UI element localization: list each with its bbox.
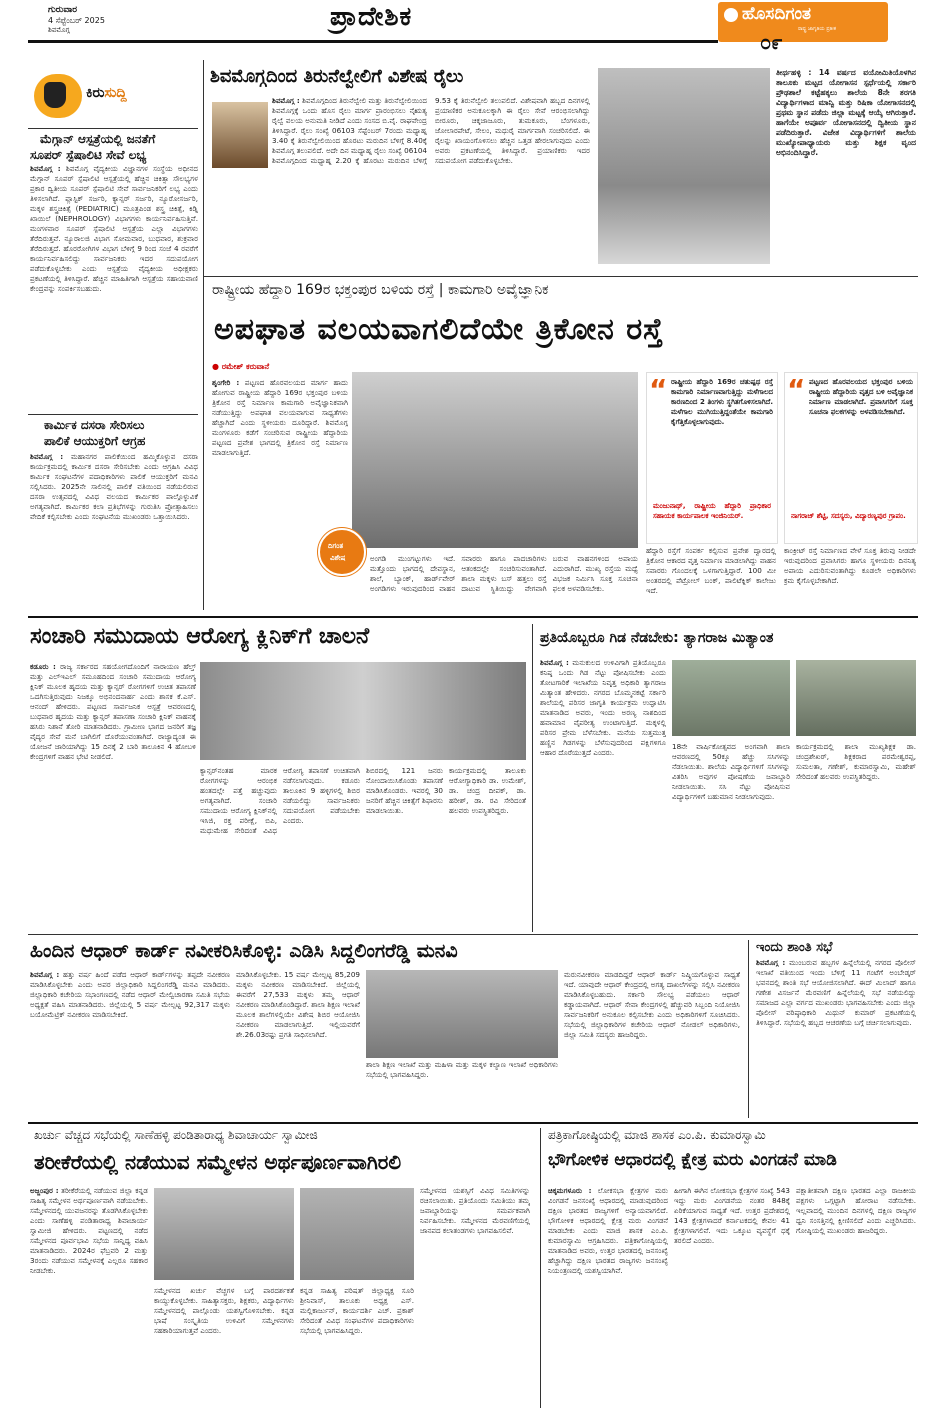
triangle-dateline: ಶೃಂಗೇರಿ : <box>212 378 240 387</box>
kumaraswamy-body-3 <box>796 1186 916 1408</box>
kirusuddi-text: ಶಿವಮೊಗ್ಗ ವೈದ್ಯಕೀಯ ವಿಜ್ಞಾನಗಳ ಸಂಸ್ಥೆಯ ಅಧೀನದ ಮೆಗ್ಗಾನ್ ಸೂಪರ್ ಸ್ಪೆಷಾಲಿಟಿ ಆಸ್ಪತ್ರೆಯಲ್ಲಿ ಹೆಚ್ಚಿನ ಚಿಕಿತ್ಸಾ ಸೌಲಭ್ಯಗಳ ಪ್ರಕಾರ ದ್ವಿತೀಯ ಸೂಪರ್ ಸ್ಪೆಷಾಲಿಟಿ ಸೇವೆ ಸಾರ್ವಜನಿಕರಿಗೆ ಲಭ್ಯ ಎಂದು ತಿಳಿಸಲಾಗಿದೆ. ಪ್ಲಾಸ್ಟಿಕ್ ಸರ್ಜರಿ, ಕ್ಯಾನ್ಸರ್ ಸರ್ಜರಿ, ನ್ಯೂರೋಸರ್ಜರಿ, ಮಕ್ಕಳ ಶಸ್ತ್ರಚಿಕಿತ್ಸೆ (PEDIATRIC) ಮೂತ್ರಪಿಂಡ ಶಸ್ತ್ರ ಚಿಕಿತ್ಸೆ, ಕಿಡ್ನಿ ಖಾಯಿಲೆ (NEPHROLOGY) ವಿಭಾಗಗಳು ಕಾರ್ಯನಿರ್ವಹಿಸುತ್ತಿವೆ. ಮಂಗಳವಾರ ಸೂಪರ್ ಸ್ಪೆಷಾಲಿಟಿ ಆಸ್ಪತ್ರೆಯ ಎಲ್ಲಾ ವಿಭಾಗಗಳು ತೆರೆದಿರುತ್ತವೆ. ನ್ಯೂರಾಲಜಿ ವಿಭಾಗ ಸೋಮವಾರ, ಬುಧವಾರ, ಶುಕ್ರವಾರ ತೆರೆದಿರುತ್ತದೆ. ಹೊರರೋಗಿಗಳ ವಿಭಾಗ ಬೆಳಿಗ್ಗೆ 9 ರಿಂದ ಸಂಜೆ 4 ರವರೆಗೆ ಕಾರ್ಯನಿರ್ವಹಿಸಲಿದ್ದು ಸಾರ್ವಜನಿಕರು ಇದರ ಸದುಪಯೋಗ ಪಡೆದುಕೊಳ್ಳಬೇಕು ಎಂದು ಆಸ್ಪತ್ರೆಯ ವೈದ್ಯಕೀಯ ಅಧೀಕ್ಷಕರು ಪ್ರಕಟಣೆಯಲ್ಲಿ ತಿಳಿಸಿದ್ದಾರೆ. ಹೆಚ್ಚಿನ ಮಾಹಿತಿಗಾಗಿ ಆಸ್ಪತ್ರೆಯ ಸಹಾಯವಾಣಿ ಕೇಂದ್ರವನ್ನು ಸಂಪರ್ಕಿಸಬಹುದು. <box>30 164 198 293</box>
clinic-group-photo <box>200 662 526 760</box>
award-body <box>776 68 916 264</box>
tyagaraja-body-1 <box>540 658 666 932</box>
clinic-dateline: ಕಡೂರು : <box>30 662 56 671</box>
aadhaar-body-2 <box>236 970 360 1116</box>
masthead-city: ಶಿವಮೊಗ್ಗ <box>48 26 70 34</box>
rail-dateline: ಶಿವಮೊಗ್ಗ : <box>272 96 300 105</box>
sammelana-text-4: ಸಮ್ಮೇಳನದ ಯಶಸ್ಸಿಗೆ ವಿವಿಧ ಸಮಿತಿಗಳನ್ನು ರಚಿಸಲಾಯಿತು. ಪ್ರತಿಯೊಂದು ಸಮಿತಿಯು ತಮ್ಮ ಜವಾಬ್ದಾರಿಯನ್ನು ಸಮರ್ಪಕವಾಗಿ ನಿರ್ವಹಿಸಬೇಕು. ಸಮ್ಮೇಳನದ ಮೆರವಣಿಗೆಯಲ್ಲಿ ಜಾನಪದ ಕಲಾತಂಡಗಳು ಭಾಗವಹಿಸಲಿವೆ. <box>420 1186 530 1235</box>
tyagaraja-headline: ಪ್ರತಿಯೊಬ್ಬರೂ ಗಿಡ ನೆಡಬೇಕು: ತ್ಯಾಗರಾಜ ಮಿತ್ಯಾಂತ <box>540 630 774 646</box>
rail-mp-portrait <box>212 102 268 168</box>
brand-name: ಹೊಸದಿಗಂತ <box>742 4 812 24</box>
quote-1-by: ಮಂಜುನಾಥ್, ರಾಷ್ಟ್ರೀಯ ಹೆದ್ದಾರಿ ಪ್ರಾಧಿಕಾರ ಸಹಾಯಕ ಕಾರ್ಯಪಾಲಕ ಇಂಜಿನಿಯರ್. <box>653 502 771 520</box>
triangle-kicker: ರಾಷ್ಟ್ರೀಯ ಹೆದ್ದಾರಿ 169ರ ಭಕ್ತಂಪುರ ಬಳಿಯ ರಸ್ತೆ | ಕಾಮಗಾರಿ ಅವೈಜ್ಞಾನಿಕ <box>212 282 549 298</box>
shanti-dateline: ಶಿವಮೊಗ್ಗ : <box>756 958 786 967</box>
sammelana-dateline: ಅಜ್ಜಂಪುರ : <box>30 1186 59 1195</box>
kirusuddi-label <box>86 85 127 101</box>
badge-bottom-text: ವಿಶೇಷ <box>330 554 346 562</box>
badge-top-text: ದಿಗಂತ <box>328 542 344 550</box>
sammelana-body-4 <box>420 1186 530 1408</box>
karmika-body <box>30 452 198 608</box>
sammelana-text-1: ತರೀಕೆರೆಯಲ್ಲಿ ನಡೆಯುವ ಜಿಲ್ಲಾ ಕನ್ನಡ ಸಾಹಿತ್ಯ ಸಮ್ಮೇಳನ ಅರ್ಥಪೂರ್ಣವಾಗಿ ನಡೆಯಬೇಕು. ಸಮ್ಮೇಳನದಲ್ಲಿ ಯುವಜನರನ್ನು ತೊಡಗಿಸಿಕೊಳ್ಳಬೇಕು ಎಂದು ಸಾಣೆಹಳ್ಳಿ ಪಂಡಿತಾರಾಧ್ಯ ಶಿವಾಚಾರ್ಯ ಸ್ವಾಮೀಜಿ ಹೇಳಿದರು. ಪಟ್ಟಣದಲ್ಲಿ ನಡೆದ ಸಮ್ಮೇಳನದ ಪೂರ್ವಭಾವಿ ಸಭೆಯ ಸಾನ್ನಿಧ್ಯ ವಹಿಸಿ ಮಾತನಾಡಿದರು. 2024ರ ಫೆಬ್ರವರಿ 2 ಮತ್ತು 3ರಂದು ನಡೆಯುವ ಸಮ್ಮೇಳನಕ್ಕೆ ಎಲ್ಲರೂ ಸಹಕಾರ ನೀಡಬೇಕು. <box>30 1186 148 1275</box>
tyagaraja-body-2 <box>672 742 790 932</box>
aadhaar-body-1 <box>30 970 230 1116</box>
kirusuddi-headline-2: ಸೂಪರ್ ಸ್ಪೆಷಾಲಿಟಿ ಸೇವೆ ಲಭ್ಯ <box>30 148 147 162</box>
clinic-text-1: ರಾಜ್ಯ ಸರ್ಕಾರದ ಸಹಯೋಗದೊಂದಿಗೆ ನಾರಾಯಣ ಹೆಲ್ತ್ ಮತ್ತು ಎಲ್‌ಇಎಲ್ ಸಮೂಹದಿಂದ ಸಂಚಾರಿ ಸಮುದಾಯ ಆರೋಗ್ಯ ಕ್ಲಿನಿಕ್ ಮೂಲಕ ಹೃದಯ ಮತ್ತು ಕ್ಯಾನ್ಸರ್ ರೋಗಗಳಿಗೆ ಉಚಿತ ತಪಾಸಣೆ ಒದಗಿಸುತ್ತಿರುವುದು ನಿಜಕ್ಕೂ ಅಭಿನಂದನಾರ್ಹ ಎಂದು ಶಾಸಕ ಕೆ.ಎಸ್. ಆನಂದ್ ಹೇಳಿದರು. ಪಟ್ಟಣದ ಸಾರ್ವಜನಿಕ ಆಸ್ಪತ್ರೆ ಆವರಣದಲ್ಲಿ ಬುಧವಾರ ಹೃದಯ ಮತ್ತು ಕ್ಯಾನ್ಸರ್ ತಪಾಸಣಾ ಸಂಚಾರಿ ಕ್ಲಿನಿಕ್ ವಾಹನಕ್ಕೆ ಹಸಿರು ನಿಶಾನೆ ತೋರಿ ಮಾತನಾಡಿದರು. ಗ್ರಾಮೀಣ ಭಾಗದ ಜನರಿಗೆ ತಜ್ಞ ವೈದ್ಯರ ಸೇವೆ ಮನೆ ಬಾಗಿಲಿಗೆ ದೊರೆಯುವಂತಾಗಿದೆ. ರಾಜ್ಯಾದ್ಯಂತ ಈ ಯೋಜನೆ ಜಾರಿಯಾಗಿದ್ದು 15 ದಿನಕ್ಕೆ 2 ಬಾರಿ ತಾಲೂಕಿನ 4 ಹೋಬಳಿ ಕೇಂದ್ರಗಳಿಗೆ ವಾಹನ ಭೇಟಿ ನೀಡಲಿದೆ. <box>30 662 196 761</box>
triangle-text-1: ಪಟ್ಟಣದ ಹೊರವಲಯದ ಮಾರ್ಗ ಹಾದು ಹೋಗುವ ರಾಷ್ಟ್ರೀಯ ಹೆದ್ದಾರಿ 169ರ ಭಕ್ತಂಪುರ ಬಳಿಯ ತ್ರಿಕೋನ ರಸ್ತೆ ನಿರ್ಮಾಣ ಕಾಮಗಾರಿ ಅವೈಜ್ಞಾನಿಕವಾಗಿ ನಡೆಯುತ್ತಿದ್ದು ಅಪಘಾತ ವಲಯವಾಗುವ ಸಾಧ್ಯತೆಗಳು ಹೆಚ್ಚಾಗಿದೆ ಎಂದು ಸ್ಥಳೀಯರು ದೂರಿದ್ದಾರೆ. ಶಿವಮೊಗ್ಗ ಮಂಗಳೂರು ಕಡೆಗೆ ಸಂಚರಿಸುವ ರಾಷ್ಟ್ರೀಯ ಹೆದ್ದಾರಿಯ ಪಟ್ಟಣದ ಪ್ರವೇಶ ಭಾಗದಲ್ಲಿ ತ್ರಿಕೋನ ರಸ್ತೆ ನಿರ್ಮಾಣ ಮಾಡಲಾಗುತ್ತಿದೆ. <box>212 378 348 457</box>
aadhaar-text-1: ಹತ್ತು ವರ್ಷ ಹಿಂದೆ ಪಡೆದ ಆಧಾರ್ ಕಾರ್ಡ್‌ಗಳನ್ನು ತಪ್ಪದೇ ನವೀಕರಣ ಮಾಡಿಸಿಕೊಳ್ಳಬೇಕು ಎಂದು ಅಪರ ಜಿಲ್ಲಾಧಿಕಾರಿ ಸಿದ್ದಲಿಂಗರೆಡ್ಡಿ ಮನವಿ ಮಾಡಿದರು. ಜಿಲ್ಲಾಧಿಕಾರಿ ಕಚೇರಿಯ ಸಭಾಂಗಣದಲ್ಲಿ ನಡೆದ ಆಧಾರ್ ಮೇಲ್ವಿಚಾರಣಾ ಸಮಿತಿ ಸಭೆಯ ಅಧ್ಯಕ್ಷತೆ ವಹಿಸಿ ಮಾತನಾಡಿದರು. ಜಿಲ್ಲೆಯಲ್ಲಿ 5 ವರ್ಷ ಮೇಲ್ಪಟ್ಟ 92,317 ಮಕ್ಕಳು ಬಯೋಮೆಟ್ರಿಕ್ ನವೀಕರಣ ಮಾಡಿಸಬೇಕಿದೆ. <box>30 970 230 1019</box>
rail-body <box>272 96 590 270</box>
kirusuddi-headline-1: ಮೆಗ್ಗಾನ್ ಆಸ್ಪತ್ರೆಯಲ್ಲಿ ಜನತೆಗೆ <box>40 132 156 146</box>
kumaraswamy-body-2 <box>674 1186 790 1408</box>
quote-2-text: ಪಟ್ಟಣದ ಹೊರವಲಯದ ಭಕ್ತಂಪುರ ಬಳಿಯ ರಾಷ್ಟ್ರೀಯ ಹೆದ್ದಾರಿಯ ವೃತ್ತದ ಬಳಿ ಅವೈಜ್ಞಾನಿಕ ನಿರ್ಮಾಣ ಮಾಡಲಾಗಿದೆ. ಪ್ರವಾಸಿಗರಿಗೆ ಸೂಕ್ತ ಸೂಚನಾ ಫಲಕಗಳನ್ನು ಅಳವಡಿಸಬೇಕಾಗಿದೆ. <box>809 378 913 416</box>
quote-1-text: ರಾಷ್ಟ್ರೀಯ ಹೆದ್ದಾರಿ 169ರ ಚತುಷ್ಪಥ ರಸ್ತೆ ಕಾಮಗಾರಿ ನಿರ್ಮಾಣವಾಗುತ್ತಿದ್ದು ಮಳೆಗಾಲದ ಕಾರಣದಿಂದ 2 ತಿಂಗಳು ಸ್ಥಗಿತಗೊಳಿಸಲಾಗಿದೆ. ಮಳೆಗಾಲ ಮುಗಿಯುತ್ತಿದ್ದಂತೆಯೇ ಕಾಮಗಾರಿ ಕೈಗೆತ್ತಿಕೊಳ್ಳಲಾಗುವುದು. <box>671 378 773 426</box>
triangle-text-3: ಹೆದ್ದಾರಿ ರಸ್ತೆಗೆ ಸಂಪರ್ಕ ಕಲ್ಪಿಸುವ ಪ್ರವೇಶ ದ್ವಾರದಲ್ಲಿ ತ್ರಿಕೋನ ಆಕಾರದ ವೃತ್ತ ನಿರ್ಮಾಣ ಮಾಡಲಾಗಿದ್ದು ವಾಹನ ಸವಾರರು ಗೊಂದಲಕ್ಕೆ ಒಳಗಾಗುತ್ತಿದ್ದಾರೆ. 100 ಮೀ ಅಂತರದಲ್ಲಿ ಪೆಟ್ರೋಲ್ ಬಂಕ್, ಪಾಲಿಟೆಕ್ನಿಕ್ ಕಾಲೇಜು ಇದೆ. <box>646 546 776 595</box>
clinic-body-1 <box>30 662 196 932</box>
rail-text: ಶಿವಮೊಗ್ಗದಿಂದ ತಿರುನೆಲ್ವೇಲಿ ಮತ್ತು ತಿರುನೆಲ್ವೇಲಿಯಿಂದ ಶಿವಮೊಗ್ಗಕ್ಕೆ ಒಂದು ಹೊಸ ರೈಲು ಮಾರ್ಗ ಪ್ರಾರಂಭಿಸಲು ನೈಋತ್ಯ ರೈಲ್ವೆ ವಲಯ ಅನುಮತಿ ನೀಡಿದೆ ಎಂದು ಸಂಸದ ಬಿ.ವೈ. ರಾಘವೇಂದ್ರ ತಿಳಿಸಿದ್ದಾರೆ. ರೈಲು ಸಂಖ್ಯೆ 06103 ಸೆಪ್ಟೆಂಬರ್ 7ರಂದು ಮಧ್ಯಾಹ್ನ 3.40 ಕ್ಕೆ ತಿರುನೆಲ್ವೇಲಿಯಿಂದ ಹೊರಟು ಮರುದಿನ ಬೆಳಿಗ್ಗೆ 8.40ಕ್ಕೆ ಶಿವಮೊಗ್ಗ ತಲುಪಲಿದೆ. ಅದೇ ದಿನ ಮಧ್ಯಾಹ್ನ ರೈಲು ಸಂಖ್ಯೆ 06104 ಶಿವಮೊಗ್ಗದಿಂದ ಮಧ್ಯಾಹ್ನ 2.20 ಕ್ಕೆ ಹೊರಟು ಮರುದಿನ ಬೆಳಿಗ್ಗೆ 9.53 ಕ್ಕೆ ತಿರುನೆಲ್ವೇಲಿ ತಲುಪಲಿದೆ. ವಿಶೇಷವಾಗಿ ಹಬ್ಬದ ದಿನಗಳಲ್ಲಿ ಪ್ರಯಾಣಿಕರ ಅನುಕೂಲಕ್ಕಾಗಿ ಈ ರೈಲು ಸೇವೆ ಆರಂಭಿಸಲಾಗಿದ್ದು ಬೀರೂರು, ಚಿಕ್ಕಜಾಜೂರು, ತುಮಕೂರು, ಬೆಂಗಳೂರು, ಜೋಲಾರಪೇಟೆ, ಸೇಲಂ, ಮಧುರೈ ಮಾರ್ಗವಾಗಿ ಸಂಚರಿಸಲಿದೆ. ಈ ರೈಲನ್ನು ಖಾಯಂಗೊಳಿಸಲು ಹೆಚ್ಚಿನ ಒತ್ತಡ ಹೇರಲಾಗುವುದು ಎಂದು ಅವರು ಪ್ರಕಟಣೆಯಲ್ಲಿ ತಿಳಿಸಿದ್ದಾರೆ. ಪ್ರಯಾಣಿಕರು ಇದರ ಸದುಪಯೋಗ ಪಡೆದುಕೊಳ್ಳಬೇಕು. <box>272 96 590 165</box>
kumaraswamy-text-1: ಲೋಕಸಭಾ ಕ್ಷೇತ್ರಗಳ ಮರು ವಿಂಗಡನೆ ಜನಸಂಖ್ಯೆ ಆಧಾರದಲ್ಲಿ ಮಾಡುವುದರಿಂದ ದಕ್ಷಿಣ ಭಾರತದ ರಾಜ್ಯಗಳಿಗೆ ಅನ್ಯಾಯವಾಗಲಿದೆ. ಭೌಗೋಳಿಕ ಆಧಾರದಲ್ಲಿ ಕ್ಷೇತ್ರ ಮರು ವಿಂಗಡನೆ ಮಾಡಬೇಕು ಎಂದು ಮಾಜಿ ಶಾಸಕ ಎಂ.ಪಿ. ಕುಮಾರಸ್ವಾಮಿ ಆಗ್ರಹಿಸಿದರು. ಪತ್ರಿಕಾಗೋಷ್ಠಿಯಲ್ಲಿ ಮಾತನಾಡಿದ ಅವರು, ಉತ್ತರ ಭಾರತದಲ್ಲಿ ಜನಸಂಖ್ಯೆ ಹೆಚ್ಚಾಗಿದ್ದು ದಕ್ಷಿಣ ಭಾರತದ ರಾಜ್ಯಗಳು ಜನಸಂಖ್ಯೆ ನಿಯಂತ್ರಣದಲ್ಲಿ ಯಶಸ್ವಿಯಾಗಿವೆ. <box>548 1186 668 1275</box>
shanti-body <box>756 958 916 1116</box>
karmika-headline-1: ಕಾರ್ಮಿಕ ದಸರಾ ಸೇರಿಸಲು <box>44 418 145 432</box>
brand-tagline: ರಾಷ್ಟ್ರ ಜಾಗೃತಿಯ ಪ್ರತೀಕ <box>798 26 837 32</box>
sammelana-text-3: ಕನ್ನಡ ಸಾಹಿತ್ಯ ಪರಿಷತ್ ಜಿಲ್ಲಾಧ್ಯಕ್ಷ ಸೂರಿ ಶ್ರೀನಿವಾಸ್, ತಾಲೂಕು ಅಧ್ಯಕ್ಷ ಎಸ್. ಮಲ್ಲಿಕಾರ್ಜುನ್, ಕಾರ್ಯದರ್ಶಿ ಎಚ್. ಪ್ರಕಾಶ್ ಸೇರಿದಂತೆ ವಿವಿಧ ಸಂಘಟನೆಗಳ ಪದಾಧಿಕಾರಿಗಳು ಸಭೆಯಲ್ಲಿ ಭಾಗವಹಿಸಿದ್ದರು. <box>300 1286 414 1335</box>
triangle-text-4: ಕಾಂಕ್ರೀಟ್ ರಸ್ತೆ ನಿರ್ಮಾಣದ ವೇಳೆ ಸೂಕ್ತ ತಿರುವು ನೀಡದೇ ಇರುವುದರಿಂದ ಪ್ರವಾಸಿಗರು ಹಾಗೂ ಸ್ಥಳೀಯರು ದಿನನಿತ್ಯ ಅಪಾಯ ಎದುರಿಸುವಂತಾಗಿದ್ದು ಕೂಡಲೇ ಅಧಿಕಾರಿಗಳು ಕ್ರಮ ಕೈಗೊಳ್ಳಬೇಕಾಗಿದೆ. <box>784 546 916 585</box>
aadhaar-meeting-photo <box>366 970 558 1058</box>
tyagaraja-text-2: 18ನೇ ವಾರ್ಷಿಕೋತ್ಸವದ ಅಂಗವಾಗಿ ಶಾಲಾ ಆವರಣದಲ್ಲಿ 50ಕ್ಕೂ ಹೆಚ್ಚು ಸಸಿಗಳನ್ನು ನೆಡಲಾಯಿತು. ಶಾಲೆಯ ವಿದ್ಯಾರ್ಥಿಗಳಿಗೆ ಸಸಿಗಳನ್ನು ವಿತರಿಸಿ ಅವುಗಳ ಪೋಷಣೆಯ ಜವಾಬ್ದಾರಿ ನೀಡಲಾಯಿತು. ಸಸಿ ನೆಟ್ಟು ಪೋಷಿಸುವ ವಿದ್ಯಾರ್ಥಿಗಳಿಗೆ ಬಹುಮಾನ ನೀಡಲಾಗುವುದು. <box>672 742 790 801</box>
aadhaar-caption: ಶಾಲಾ ಶಿಕ್ಷಣ ಇಲಾಖೆ ಮತ್ತು ಮಹಿಳಾ ಮತ್ತು ಮಕ್ಕಳ ಕಲ್ಯಾಣ ಇಲಾಖೆ ಅಧಿಕಾರಿಗಳು ಸಭೆಯಲ್ಲಿ ಭಾಗವಹಿಸಿದ್ದರು. <box>366 1060 558 1079</box>
triangle-body-4 <box>784 546 916 612</box>
brand-lamp-icon <box>724 8 738 22</box>
aadhaar-headline: ಹಿಂದಿನ ಆಧಾರ್ ಕಾರ್ಡ್ ನವೀಕರಿಸಿಕೊಳ್ಳಿ: ಎಡಿಸಿ ಸಿದ್ದಲಿಂಗರೆಡ್ಡಿ ಮನವಿ <box>30 940 458 962</box>
sammelana-headline: ತರೀಕೆರೆಯಲ್ಲಿ ನಡೆಯುವ ಸಮ್ಮೇಳನ ಅರ್ಥಪೂರ್ಣವಾಗಿರಲಿ <box>34 1150 402 1174</box>
quote-mark-icon: “ <box>649 373 668 406</box>
digant-special-badge <box>318 528 366 576</box>
tyagaraja-text-1: ಮನುಕುಲದ ಉಳಿವಿಗಾಗಿ ಪ್ರತಿಯೊಬ್ಬರೂ ಕನಿಷ್ಠ ಒಂದು ಗಿಡ ನೆಟ್ಟು ಪೋಷಿಸಬೇಕು ಎಂದು ತೋಟಗಾರಿಕೆ ಇಲಾಖೆಯ ನಿವೃತ್ತ ಅಧಿಕಾರಿ ತ್ಯಾಗರಾಜ ಮಿತ್ಯಾಂತ ಹೇಳಿದರು. ನಗರದ ಬೊಮ್ಮನಕಟ್ಟೆ ಸರ್ಕಾರಿ ಶಾಲೆಯಲ್ಲಿ ಪರಿಸರ ಜಾಗೃತಿ ಕಾರ್ಯಕ್ರಮ ಉದ್ಘಾಟಿಸಿ ಮಾತನಾಡಿದ ಅವರು, ಇಂದು ಅರಣ್ಯ ನಾಶದಿಂದ ಹವಾಮಾನ ವೈಪರೀತ್ಯ ಉಂಟಾಗುತ್ತಿದೆ. ಮಕ್ಕಳಲ್ಲಿ ಪರಿಸರ ಪ್ರೇಮ ಬೆಳೆಸಬೇಕು. ಮನೆಯ ಸುತ್ತಮುತ್ತ ಹಣ್ಣಿನ ಗಿಡಗಳನ್ನು ಬೆಳೆಸುವುದರಿಂದ ಪಕ್ಷಿಗಳಿಗೂ ಆಹಾರ ದೊರೆಯುತ್ತದೆ ಎಂದರು. <box>540 658 666 757</box>
sammelana-photo <box>154 1188 294 1280</box>
triangle-byline-name: ರಮೇಶ್ ಕರುವಾನೆ <box>221 362 270 371</box>
kumaraswamy-text-3: ಪಕ್ಷಾತೀತವಾಗಿ ದಕ್ಷಿಣ ಭಾರತದ ಎಲ್ಲಾ ರಾಜಕೀಯ ಪಕ್ಷಗಳು ಒಗ್ಗಟ್ಟಾಗಿ ಹೋರಾಟ ನಡೆಸಬೇಕು. ಇಲ್ಲವಾದಲ್ಲಿ ಮುಂದಿನ ದಿನಗಳಲ್ಲಿ ದಕ್ಷಿಣ ರಾಜ್ಯಗಳ ಧ್ವನಿ ಸಂಸತ್ತಿನಲ್ಲಿ ಕ್ಷೀಣಿಸಲಿದೆ ಎಂದು ಎಚ್ಚರಿಸಿದರು. ಗೋಷ್ಠಿಯಲ್ಲಿ ಮುಖಂಡರು ಹಾಜರಿದ್ದರು. <box>796 1186 916 1235</box>
triangle-road-photo <box>352 372 638 548</box>
sammelana-kicker: ಖರ್ಚು ವೆಚ್ಚದ ಸಭೆಯಲ್ಲಿ ಸಾಣೆಹಳ್ಳಿ ಪಂಡಿತಾರಾಧ್ಯ ಶಿವಾಚಾರ್ಯ ಸ್ವಾಮೀಜಿ <box>34 1128 318 1142</box>
triangle-quote-2 <box>784 372 918 544</box>
kumaraswamy-kicker: ಪತ್ರಿಕಾಗೋಷ್ಠಿಯಲ್ಲಿ ಮಾಜಿ ಶಾಸಕ ಎಂ.ಪಿ. ಕುಮಾರಸ್ವಾಮಿ <box>548 1128 766 1142</box>
page-number: ೦೯ <box>760 30 783 54</box>
shanti-headline: ಇಂದು ಶಾಂತಿ ಸಭೆ <box>756 940 833 955</box>
kirusuddi-label-a: ಕಿರು <box>86 85 105 101</box>
section-title: ಪ್ರಾದೇಶಿಕ <box>330 2 413 32</box>
masthead-date: 4 ಸೆಪ್ಟೆಂಬರ್ 2025 <box>48 16 105 25</box>
triangle-quote-1 <box>646 372 778 544</box>
tyagaraja-dateline: ಶಿವಮೊಗ್ಗ : <box>540 658 569 667</box>
sammelana-body-2 <box>154 1286 294 1408</box>
masthead <box>0 0 945 54</box>
masthead-day: ಗುರುವಾರ <box>48 5 78 15</box>
quote-mark-icon-2: “ <box>787 373 806 406</box>
rail-headline: ಶಿವಮೊಗ್ಗದಿಂದ ತಿರುನೆಲ್ವೇಲಿಗೆ ವಿಶೇಷ ರೈಲು <box>210 66 464 87</box>
triangle-body-2 <box>370 554 638 610</box>
clinic-headline: ಸಂಚಾರಿ ಸಮುದಾಯ ಆರೋಗ್ಯ ಕ್ಲಿನಿಕ್‌ಗೆ ಚಾಲನೆ <box>30 624 370 649</box>
clinic-body-3 <box>366 766 526 932</box>
sammelana-body-3 <box>300 1286 414 1408</box>
aadhaar-dateline: ಶಿವಮೊಗ್ಗ : <box>30 970 60 979</box>
brand-logo <box>718 2 888 42</box>
triangle-byline: ● ರಮೇಶ್ ಕರುವಾನೆ <box>212 362 270 371</box>
aadhaar-text-4: ಸಭೆಯಲ್ಲಿ ಜಿಲ್ಲಾಧಿಕಾರಿಗಳ ಕಚೇರಿಯ ಆಧಾರ್ ನೋಡಲ್ ಅಧಿಕಾರಿಗಳು, ಜಿಲ್ಲಾ ಸಮಿತಿ ಸದಸ್ಯರು ಹಾಜರಿದ್ದರು. <box>564 1020 740 1039</box>
aadhaar-text-3: ಮರುನವೀಕರಣ ಮಾಡದಿದ್ದರೆ ಆಧಾರ್ ಕಾರ್ಡ್ ನಿಷ್ಕ್ರಿಯಗೊಳ್ಳುವ ಸಾಧ್ಯತೆ ಇದೆ. ಯಾವುದೇ ಆಧಾರ್ ಕೇಂದ್ರದಲ್ಲಿ ಅಗತ್ಯ ದಾಖಲೆಗಳನ್ನು ಸಲ್ಲಿಸಿ ನವೀಕರಣ ಮಾಡಿಸಿಕೊಳ್ಳಬಹುದು. ಸರ್ಕಾರಿ ಸೌಲಭ್ಯ ಪಡೆಯಲು ಆಧಾರ್ ಕಡ್ಡಾಯವಾಗಿದೆ. ಆಧಾರ್ ಸೇವಾ ಕೇಂದ್ರಗಳಲ್ಲಿ ಹೆಚ್ಚುವರಿ ಸಿಬ್ಬಂದಿ ನಿಯೋಜಿಸಿ ಸಾರ್ವಜನಿಕರಿಗೆ ಅನುಕೂಲ ಕಲ್ಪಿಸಬೇಕು ಎಂದು ಅಧಿಕಾರಿಗಳಿಗೆ ಸೂಚಿಸಿದರು. <box>564 970 740 1019</box>
sammelana-photo-2 <box>300 1188 414 1280</box>
triangle-headline: ಅಪಘಾತ ವಲಯವಾಗಲಿದೆಯೇ ತ್ರಿಕೋನ ರಸ್ತೆ <box>214 312 664 347</box>
kirusuddi-label-b: ಸುದ್ದಿ <box>104 85 127 101</box>
tyagaraja-text-3: ಕಾರ್ಯಕ್ರಮದಲ್ಲಿ ಶಾಲಾ ಮುಖ್ಯಶಿಕ್ಷಕ ಡಾ. ಚಂದ್ರಶೇಖರ್, ಶಿಕ್ಷಕರಾದ ಪರಮೇಶ್ವರಪ್ಪ, ಸುಮಲತಾ, ಗಣೇಶ್, ಕುಮಾರಸ್ವಾಮಿ, ಮಹೇಶ್ ಸೇರಿದಂತೆ ಹಲವರು ಉಪಸ್ಥಿತರಿದ್ದರು. <box>796 742 916 781</box>
tyagaraja-photo-2 <box>796 660 916 736</box>
sammelana-text-2: ಸಮ್ಮೇಳನದ ಖರ್ಚು ವೆಚ್ಚಗಳ ಬಗ್ಗೆ ಪಾರದರ್ಶಕತೆ ಕಾಯ್ದುಕೊಳ್ಳಬೇಕು. ಸಾಹಿತ್ಯಾಸಕ್ತರು, ಶಿಕ್ಷಕರು, ವಿದ್ಯಾರ್ಥಿಗಳು ಸಮ್ಮೇಳನದಲ್ಲಿ ಪಾಲ್ಗೊಂಡು ಯಶಸ್ವಿಗೊಳಿಸಬೇಕು. ಕನ್ನಡ ಭಾಷೆ ಸಂಸ್ಕೃತಿಯ ಉಳಿವಿಗೆ ಸಮ್ಮೇಳನಗಳು ಸಹಕಾರಿಯಾಗುತ್ತವೆ ಎಂದರು. <box>154 1286 294 1335</box>
clinic-body-2 <box>200 766 360 932</box>
kumaraswamy-body-1 <box>548 1186 668 1408</box>
kumaraswamy-dateline: ಚಿಕ್ಕಮಗಳೂರು : <box>548 1186 592 1195</box>
kirusuddi-dateline: ಶಿವಮೊಗ್ಗ : <box>30 164 61 173</box>
kumaraswamy-text-2: ಹೀಗಾಗಿ ಈಗಿನ ಲೋಕಸಭಾ ಕ್ಷೇತ್ರಗಳ ಸಂಖ್ಯೆ 543 ಇದ್ದು ಮರು ವಿಂಗಡನೆಯ ನಂತರ 848ಕ್ಕೆ ಏರಿಕೆಯಾಗುವ ಸಾಧ್ಯತೆ ಇದೆ. ಉತ್ತರ ಪ್ರದೇಶದಲ್ಲಿ 143 ಕ್ಷೇತ್ರಗಳಾದರೆ ಕರ್ನಾಟಕದಲ್ಲಿ ಕೇವಲ 41 ಕ್ಷೇತ್ರಗಳಾಗಲಿವೆ. ಇದು ಒಕ್ಕೂಟ ವ್ಯವಸ್ಥೆಗೆ ಧಕ್ಕೆ ತರಲಿದೆ ಎಂದರು. <box>674 1186 790 1245</box>
quote-2-by: ನಾಗರಾಜ್ ಶೆಟ್ಟಿ, ಸದಸ್ಯರು, ವಿದ್ಯಾರಣ್ಯಪುರ ಗ್ರಾಪಂ. <box>791 512 906 520</box>
karmika-headline-2: ಪಾಲಿಕೆ ಆಯುಕ್ತರಿಗೆ ಆಗ್ರಹ <box>44 434 146 448</box>
kirusuddi-hand-icon <box>44 82 66 108</box>
karmika-dateline: ಶಿವಮೊಗ್ಗ : <box>30 452 64 461</box>
tyagaraja-photo-1 <box>672 660 790 736</box>
award-text: 14 ವರ್ಷದ ವಯೋಮಿತಿಯೊಳಗಿನ ತಾಲೂಕು ಮಟ್ಟದ ಯೋಗಾಸನ ಸ್ಪರ್ಧೆಯಲ್ಲಿ ಸರ್ಕಾರಿ ಪ್ರೌಢಶಾಲೆ ಕಟ್ಟೆಹಕ್ಕಲು ಶಾಲೆಯ 8ನೇ ತರಗತಿ ವಿದ್ಯಾರ್ಥಿಗಳಾದ ಮಾನ್ವಿ ಮತ್ತು ರಿಷಿಕಾ ಯೋಗಾಸನದಲ್ಲಿ ಪ್ರಥಮ ಸ್ಥಾನ ಪಡೆದು ಜಿಲ್ಲಾ ಮಟ್ಟಕ್ಕೆ ಆಯ್ಕೆ ಆಗಿರುತ್ತಾರೆ. ಹಾಗೆಯೇ ಅಪೂರ್ವ ಯೋಗಾಸನದಲ್ಲಿ ದ್ವಿತೀಯ ಸ್ಥಾನ ಪಡೆದಿರುತ್ತಾರೆ. ವಿಜೇತ ವಿದ್ಯಾರ್ಥಿಗಳಿಗೆ ಶಾಲೆಯ ಮುಖ್ಯೋಪಾಧ್ಯಾಯರು ಮತ್ತು ಶಿಕ್ಷಕ ವೃಂದ ಅಭಿನಂದಿಸಿದ್ದಾರೆ. <box>776 68 916 157</box>
clinic-text-2: ಕ್ಯಾನ್ಸರ್‌ನಂತಹ ಮಾರಕ ರೋಗಗಳನ್ನು ಆರಂಭಿಕ ಹಂತದಲ್ಲೇ ಪತ್ತೆ ಹಚ್ಚುವುದು ಅಗತ್ಯವಾಗಿದೆ. ಸಂಚಾರಿ ಸಮುದಾಯ ಆರೋಗ್ಯ ಕ್ಲಿನಿಕ್‌ನಲ್ಲಿ ಇಸಿಜಿ, ರಕ್ತ ಪರೀಕ್ಷೆ, ಬಿಪಿ, ಮಧುಮೇಹ ಸೇರಿದಂತೆ ವಿವಿಧ ಆರೋಗ್ಯ ತಪಾಸಣೆ ಉಚಿತವಾಗಿ ನಡೆಸಲಾಗುವುದು. ಕಡೂರು ತಾಲೂಕಿನ 9 ಹಳ್ಳಿಗಳಲ್ಲಿ ಶಿಬಿರ ನಡೆಯಲಿದ್ದು ಸಾರ್ವಜನಿಕರು ಸದುಪಯೋಗ ಪಡೆಯಬೇಕು ಎಂದರು. <box>200 766 360 835</box>
kirusuddi-body <box>30 164 198 410</box>
triangle-body-3 <box>646 546 776 612</box>
shanti-text: ಮುಂಬರುವ ಹಬ್ಬಗಳ ಹಿನ್ನೆಲೆಯಲ್ಲಿ ನಗರದ ಪೊಲೀಸ್ ಇಲಾಖೆ ವತಿಯಿಂದ ಇಂದು ಬೆಳಿಗ್ಗೆ 11 ಗಂಟೆಗೆ ಅಂಬೇಡ್ಕರ್ ಭವನದಲ್ಲಿ ಶಾಂತಿ ಸಭೆ ಆಯೋಜಿಸಲಾಗಿದೆ. ಈದ್ ಮಿಲಾದ್ ಹಾಗೂ ಗಣೇಶ ವಿಸರ್ಜನೆ ಮೆರವಣಿಗೆ ಹಿನ್ನೆಲೆಯಲ್ಲಿ ಸಭೆ ನಡೆಯಲಿದ್ದು ಸಮಾಜದ ಎಲ್ಲಾ ವರ್ಗದ ಮುಖಂಡರು ಭಾಗವಹಿಸಬೇಕು ಎಂದು ಜಿಲ್ಲಾ ಪೊಲೀಸ್ ವರಿಷ್ಠಾಧಿಕಾರಿ ಮಿಥುನ್ ಕುಮಾರ್ ಪ್ರಕಟಣೆಯಲ್ಲಿ ತಿಳಿಸಿದ್ದಾರೆ. ಸಭೆಯಲ್ಲಿ ಹಬ್ಬದ ಆಚರಣೆಯ ಬಗ್ಗೆ ಚರ್ಚಿಸಲಾಗುವುದು. <box>756 958 916 1027</box>
sammelana-body-1 <box>30 1186 148 1408</box>
kumaraswamy-headline: ಭೌಗೋಳಿಕ ಆಧಾರದಲ್ಲಿ ಕ್ಷೇತ್ರ ಮರು ವಿಂಗಡನೆ ಮಾಡಿ <box>548 1150 837 1170</box>
tyagaraja-body-3 <box>796 742 916 932</box>
award-photo <box>598 68 770 264</box>
aadhaar-body-3 <box>564 970 740 1116</box>
clinic-text-3: ಶಿಬಿರದಲ್ಲಿ 121 ಜನರು ನೋಂದಾಯಿಸಿಕೊಂಡು ತಪಾಸಣೆ ಮಾಡಿಸಿಕೊಂಡರು. ಇವರಲ್ಲಿ 30 ಜನರಿಗೆ ಹೆಚ್ಚಿನ ಚಿಕಿತ್ಸೆಗೆ ಶಿಫಾರಸು ಮಾಡಲಾಯಿತು. ಕಾರ್ಯಕ್ರಮದಲ್ಲಿ ತಾಲೂಕು ಆರೋಗ್ಯಾಧಿಕಾರಿ ಡಾ. ಉಮೇಶ್, ಡಾ. ಚಂದ್ರ ದೀಪಕ್, ಡಾ. ಹರೀಶ್, ಡಾ. ರವಿ ಸೇರಿದಂತೆ ಹಲವರು ಉಪಸ್ಥಿತರಿದ್ದರು. <box>366 766 526 815</box>
award-dateline: ತೀರ್ಥಹಳ್ಳಿ : <box>776 68 812 77</box>
triangle-body-1 <box>212 378 348 610</box>
aadhaar-text-2: ಮಾಡಿಸಿಕೊಳ್ಳಬೇಕು. 15 ವರ್ಷ ಮೇಲ್ಪಟ್ಟ 85,209 ಮಕ್ಕಳು ನವೀಕರಣ ಮಾಡಿಸಬೇಕಿದೆ. ಜಿಲ್ಲೆಯಲ್ಲಿ ಈವರೆಗೆ 27,533 ಮಕ್ಕಳು ತಮ್ಮ ಆಧಾರ್ ನವೀಕರಣ ಮಾಡಿಸಿಕೊಂಡಿದ್ದಾರೆ. ಶಾಲಾ ಶಿಕ್ಷಣ ಇಲಾಖೆ ಮೂಲಕ ಶಾಲೆಗಳಲ್ಲಿಯೇ ವಿಶೇಷ ಶಿಬಿರ ಆಯೋಜಿಸಿ ನವೀಕರಣ ಮಾಡಲಾಗುತ್ತಿದೆ. ಇಲ್ಲಿಯವರೆಗೆ ಶೇ.26.03ರಷ್ಟು ಪ್ರಗತಿ ಸಾಧಿಸಲಾಗಿದೆ. <box>236 970 360 1039</box>
karmika-text: ಮಹಾನಗರ ಪಾಲಿಕೆಯಿಂದ ಹಮ್ಮಿಕೊಳ್ಳುವ ದಸರಾ ಕಾರ್ಯಕ್ರಮದಲ್ಲಿ ಕಾರ್ಮಿಕ ದಸರಾ ಸೇರಿಸಬೇಕು ಎಂದು ಆಗ್ರಹಿಸಿ ವಿವಿಧ ಕಾರ್ಮಿಕ ಸಂಘಟನೆಗಳ ಪದಾಧಿಕಾರಿಗಳು ಪಾಲಿಕೆ ಆಯುಕ್ತರಿಗೆ ಮನವಿ ಸಲ್ಲಿಸಿದರು. 2025ನೇ ಸಾಲಿನಲ್ಲಿ ಪಾಲಿಕೆ ವತಿಯಿಂದ ನಡೆಯಲಿರುವ ದಸರಾ ಉತ್ಸವದಲ್ಲಿ ವಿವಿಧ ವಲಯದ ಕಾರ್ಮಿಕರ ಪಾಲ್ಗೊಳ್ಳುವಿಕೆ ಅಗತ್ಯವಾಗಿದೆ. ಕಾರ್ಮಿಕರ ಕಲಾ ಪ್ರತಿಭೆಗಳನ್ನು ಗುರುತಿಸಿ ಪ್ರೋತ್ಸಾಹಿಸಲು ವೇದಿಕೆ ಕಲ್ಪಿಸಬೇಕು ಎಂದು ಸಂಘಟನೆಯ ಮುಖಂಡರು ಒತ್ತಾಯಿಸಿದರು. <box>30 452 198 521</box>
triangle-text-2: ಅಂಗಡಿ ಮುಂಗಟ್ಟುಗಳು ಇದೆ. ಮತ್ತೊಂದು ಭಾಗದಲ್ಲಿ ದೇವಸ್ಥಾನ, ಶಾಲೆ, ಬ್ಯಾಂಕ್, ಹಾರ್ಡ್‌ವೇರ್ ಅಂಗಡಿಗಳು ಇರುವುದರಿಂದ ವಾಹನ ಸವಾರರು ಹಾಗೂ ಪಾದಚಾರಿಗಳು ಆತಂಕದಲ್ಲೇ ಸಂಚರಿಸುವಂತಾಗಿದೆ. ಶಾಲಾ ಮಕ್ಕಳು ಬಸ್ ಹತ್ತಲು ರಸ್ತೆ ದಾಟುವ ಸ್ಥಿತಿಯಿದ್ದು ವೇಗವಾಗಿ ಬರುವ ವಾಹನಗಳಿಂದ ಅಪಾಯ ಎದುರಾಗಿದೆ. ಮುಖ್ಯ ರಸ್ತೆಯ ಮಧ್ಯೆ ವಿಭಜಕ ನಿರ್ಮಿಸಿ ಸೂಕ್ತ ಸೂಚನಾ ಫಲಕ ಅಳವಡಿಸಬೇಕು. <box>370 554 638 593</box>
